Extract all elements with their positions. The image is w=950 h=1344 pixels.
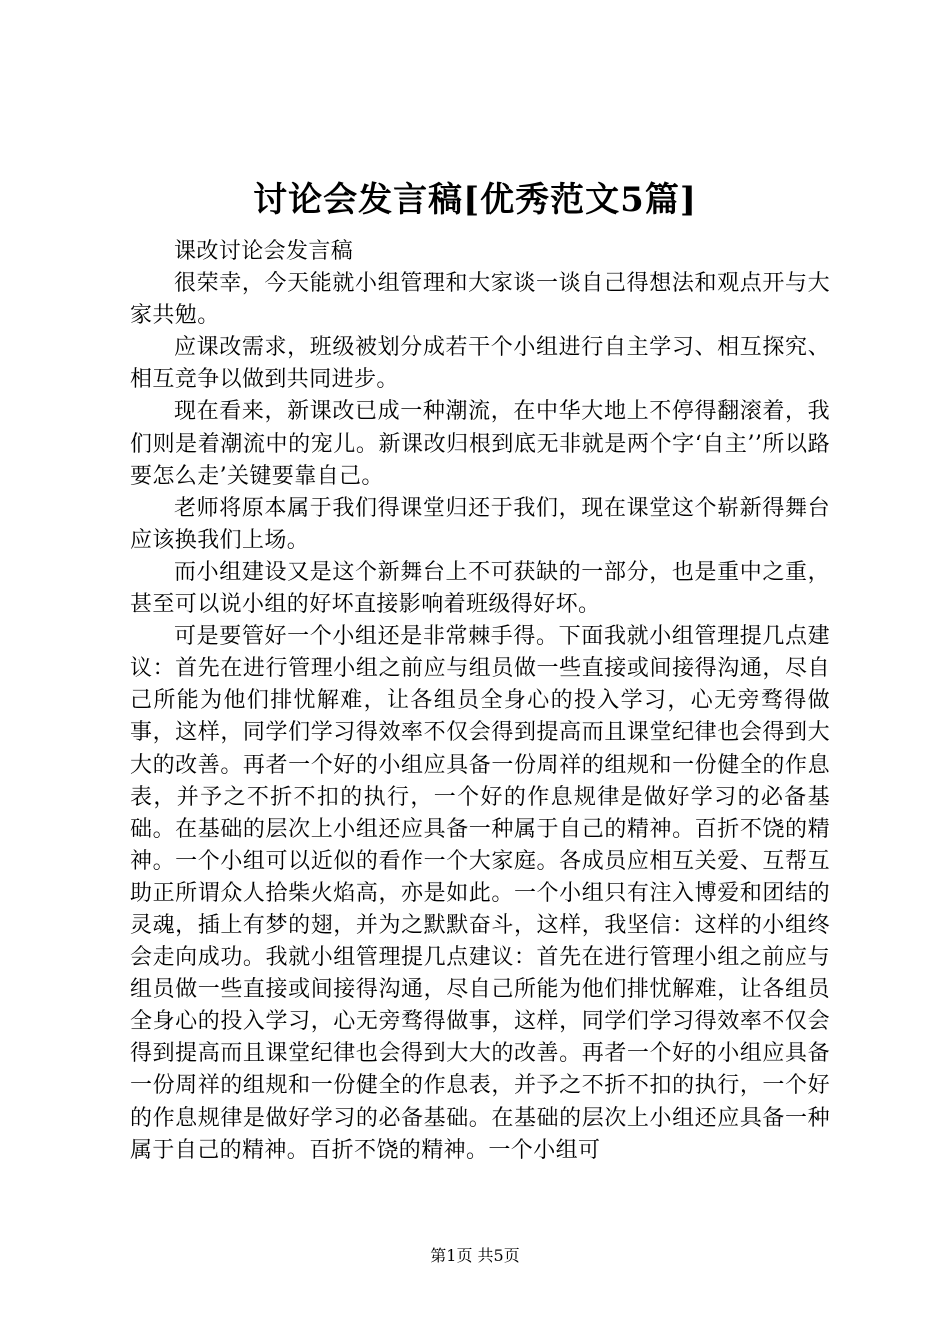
paragraph-3: 现在看来，新课改已成一种潮流，在中华大地上不停得翻滚着，我们则是着潮流中的宠儿。新课改归根到底无非就是两个字‘自主’’所以路要怎么走’关键要靠自己。	[130, 399, 830, 489]
paragraph-1: 很荣幸，今天能就小组管理和大家谈一谈自己得想法和观点开与大家共勉。	[130, 271, 830, 329]
paragraph-5: 而小组建设又是这个新舞台上不可获缺的一部分，也是重中之重，甚至可以说小组的好坏直接影响着班级得好坏。	[130, 559, 830, 618]
paragraph-2: 应课改需求，班级被划分成若干个小组进行自主学习、相互探究、相互竞争以做到共同进步。	[130, 335, 830, 393]
paragraph-4: 老师将原本属于我们得课堂归还于我们，现在课堂这个崭新得舞台应该换我们上场。	[130, 495, 830, 553]
paragraph-subtitle: 课改讨论会发言稿	[174, 239, 354, 264]
document-title: 讨论会发言稿[优秀范文5篇]	[253, 180, 697, 220]
paragraph-6: 可是要管好一个小组还是非常棘手得。下面我就小组管理提几点建议：首先在进行管理小组之前应与组员做一些直接或间接得沟通，尽自己所能为他们排忧解难，让各组员全身心的投入学习，心无旁骛得做事，这样，同学们学习得效率不仅会得到提高而且课堂纪律也会得到大大的改善。再者一个好的小组应具备一份周祥的组规和一份健全的作息表，并予之不折不扣的执行，一个好的作息规律是做好学习的必备基础。在基础的层次上小组还应具备一种属于自己的精神。百折不饶的精神。一个小组可以近似的看作一个大家庭。各成员应相互关爱、互帮互助正所谓众人拾柴火焰高，亦是如此。一个小组只有注入博爱和团结的灵魂，插上有梦的翅，并为之默默奋斗，这样，我坚信：这样的小组终会走向成功。我就小组管理提几点建议：首先在进行管理小组之前应与组员做一些直接或间接得沟通，尽自己所能为他们排忧解难，让各组员全身心的投入学习，心无旁骛得做事，这样，同学们学习得效率不仅会得到提高而且课堂纪律也会得到大大的改善。再者一个好的小组应具备一份周祥的组规和一份健全的作息表，并予之不折不扣的执行，一个好的作息规律是做好学习的必备基础。在基础的层次上小组还应具备一种属于自己的精神。百折不饶的精神。一个小组可	[130, 624, 830, 1163]
page-number: 第1页 共5页	[430, 1246, 520, 1265]
document-body	[130, 236, 830, 1167]
